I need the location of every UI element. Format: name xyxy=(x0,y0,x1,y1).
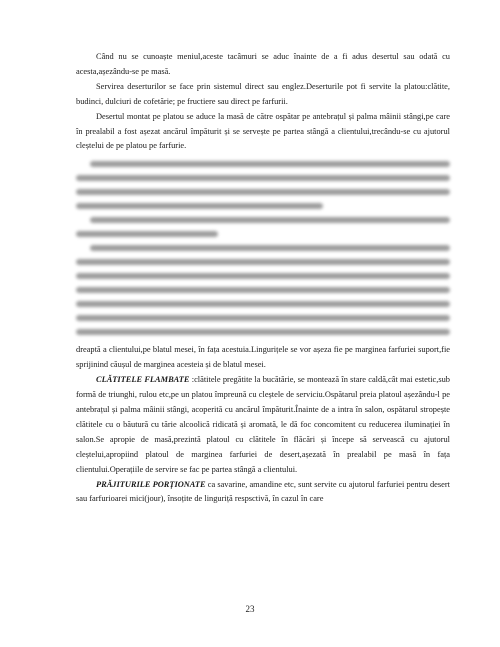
paragraph-flambe-crepes xyxy=(76,373,450,477)
paragraph-portioned-body: ca savarine, amandine etc, sunt servite cu ajutorul farfuriei pentru desert sau farfurioarei mici(jour), însoțite de linguriță respsctivă, în cazul în care xyxy=(76,479,450,504)
page-number: 23 xyxy=(245,604,255,614)
blurred-line xyxy=(76,259,450,265)
document-page xyxy=(76,50,450,507)
section-heading-flambe: CLĂTITELE FLAMBATE xyxy=(96,375,190,385)
blurred-line xyxy=(76,329,450,335)
paragraph-portioned-cakes xyxy=(76,478,450,508)
section-heading-portioned: PRĂJITURILE PORȚIONATE xyxy=(96,479,206,489)
paragraph-flambe-body: :clătitele pregătite la bucătărie, se montează în stare caldă,cât mai estetic,sub formă de triunghi, rulou etc,pe un platou împreună cu cleștele de serviciu.Ospătarul preia platoul așezându-l pe antebrațul și palma mâinii stângi, acoperită cu ancărul împăturit.Înainte de a intra în salon, ospătarul stropește clătitele cu o băutură cu tărie alcoolică ridicată și aromată, le dă foc concomitent cu reducerea iluminației în salon.Se apropie de masă,prezintă platoul cu clătitele în flăcări și începe să servească cu ajutorul cleștelui,apropiind platoul de marginea farfuriei de desert,așezată în prealabil pe masă în fața clientului.Operațiile de servire se fac pe partea stângă a clientului. xyxy=(76,375,450,474)
blurred-line xyxy=(76,301,450,307)
blurred-text-region xyxy=(76,161,450,335)
paragraph-spoons: dreaptă a clientului,pe blatul mesei, în fața acestuia.Lingurițele se vor așeza fie pe marginea farfuriei suport,fie sprijinind căușul de marginea acesteia și de blatul mesei. xyxy=(76,345,450,370)
blurred-line xyxy=(90,217,450,223)
paragraph-cutlery: Când nu se cunoaște meniul,aceste tacâmuri se aduc înainte de a fi adus desertul sau odată cu acesta,așezându-se pe masă. xyxy=(76,52,450,76)
blurred-line xyxy=(76,231,218,237)
blurred-line xyxy=(76,273,450,279)
blurred-line xyxy=(76,189,450,195)
blurred-line xyxy=(90,161,450,167)
blurred-line xyxy=(76,175,450,181)
blurred-line xyxy=(76,315,450,321)
blurred-line xyxy=(76,287,450,293)
blurred-line xyxy=(90,245,450,251)
blurred-line xyxy=(76,203,323,209)
paragraph-platter-dessert: Desertul montat pe platou se aduce la masă de către ospătar pe antebrațul și palma mâinii stângi,pe care în prealabil a fost așezat ancărul împăturit și se servește pe partea stângă a clientului,trecându-se cu ajutorul cleștelui de pe platou pe farfurie. xyxy=(76,111,450,151)
paragraph-serving-systems: Servirea deserturilor se face prin sistemul direct sau englez.Deserturile pot fi servite la platou:clătite, budinci, dulciuri de cofetărie; pe fructiere sau direct pe farfurii. xyxy=(76,81,450,106)
